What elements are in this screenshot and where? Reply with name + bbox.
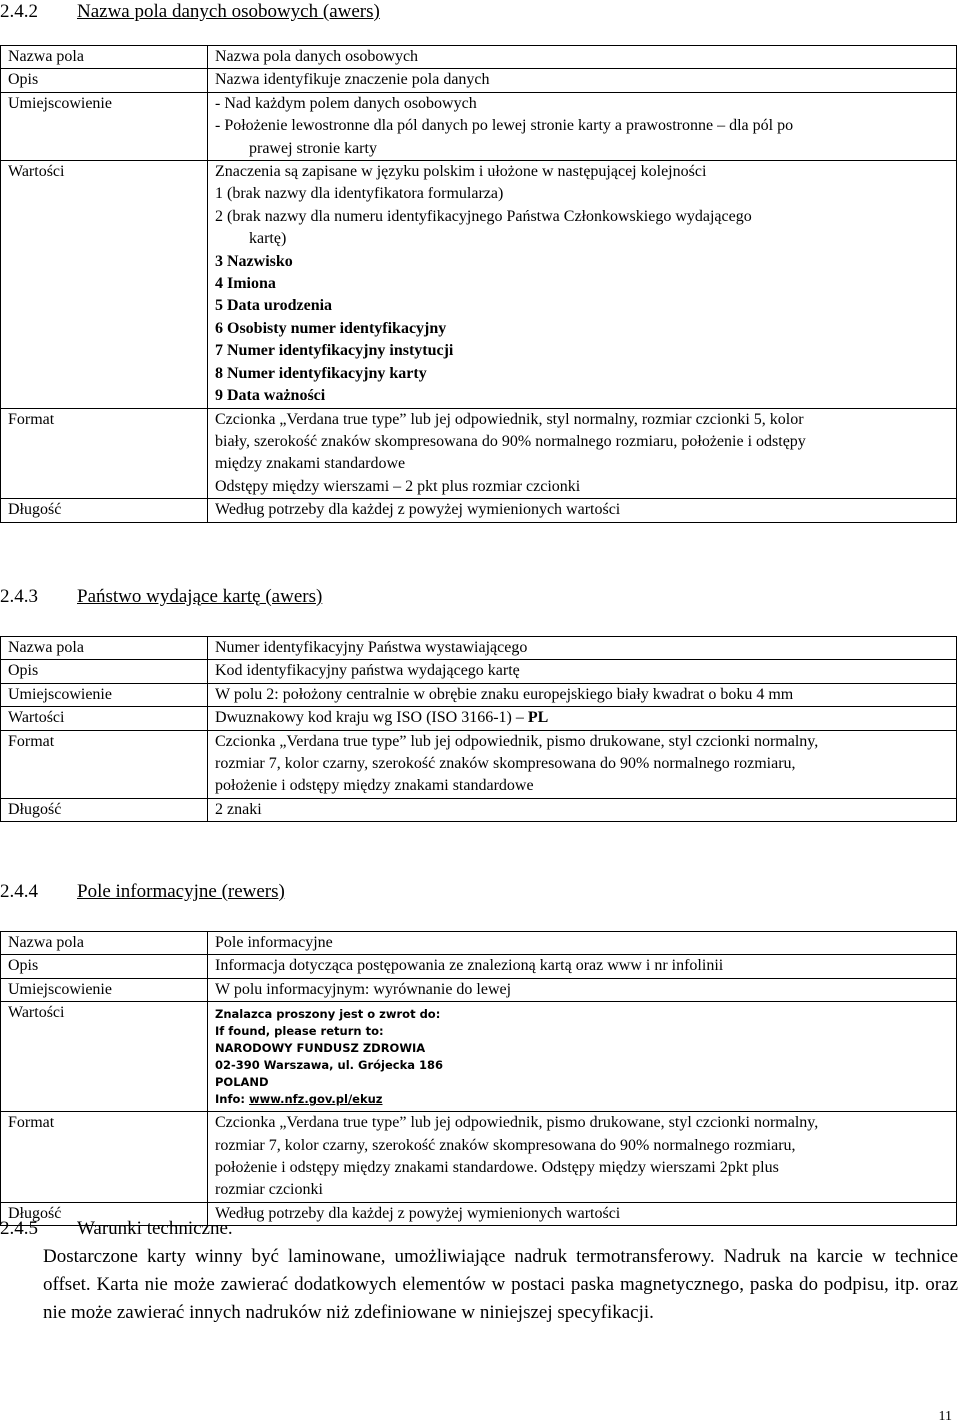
spec-table-info-field — [0, 931, 957, 1226]
row-label: Wartości — [1, 707, 208, 730]
table-row — [1, 46, 957, 69]
row-label: Długość — [1, 798, 208, 821]
section-number: 2.4.2 — [0, 1, 38, 22]
row-value — [208, 1112, 957, 1203]
row-value: Według potrzeby dla każdej z powyżej wymienionych wartości — [208, 499, 957, 522]
value-item: 1 (brak nazwy dla identyfikatora formularza) — [215, 185, 504, 203]
row-value: Nazwa identyfikuje znaczenie pola danych — [208, 69, 957, 92]
value-item: kartę) — [249, 230, 287, 248]
card-info-line: If found, please return to: — [215, 1024, 384, 1039]
value-line: Znaczenia są zapisane w języku polskim i ułożone w następującej kolejności — [215, 163, 707, 181]
table-row — [1, 798, 957, 821]
row-value: Pole informacyjne — [208, 932, 957, 955]
table-row — [1, 92, 957, 160]
value-item: 4 Imiona — [215, 275, 276, 293]
row-label: Wartości — [1, 1002, 208, 1112]
table-row — [1, 1112, 957, 1203]
row-value: W polu 2: położony centralnie w obrębie znaku europejskiego biały kwadrat o boku 4 mm — [208, 683, 957, 706]
table-row — [1, 408, 957, 499]
table-row — [1, 683, 957, 706]
card-info-line: NARODOWY FUNDUSZ ZDROWIA — [215, 1041, 426, 1056]
row-label: Umiejscowienie — [1, 978, 208, 1001]
row-label: Umiejscowienie — [1, 683, 208, 706]
card-info-line: 02-390 Warszawa, ul. Grójecka 186 — [215, 1058, 444, 1073]
value-line: - Położenie lewostronne dla pól danych po lewej stronie karty a prawostronne – dla pól po — [215, 117, 794, 135]
table-row — [1, 978, 957, 1001]
value-line: rozmiar 7, kolor czarny, szerokość znaków skompresowana do 90% normalnego rozmiaru, — [215, 1136, 796, 1154]
row-value: Informacja dotycząca postępowania ze znalezioną kartą oraz www i nr infolinii — [208, 955, 957, 978]
spec-table-issuing-state — [0, 636, 957, 822]
row-value — [208, 730, 957, 798]
row-label: Nazwa pola — [1, 637, 208, 660]
row-value: W polu informacyjnym: wyrównanie do lewej — [208, 978, 957, 1001]
row-label: Wartości — [1, 161, 208, 408]
value-item: 7 Numer identyfikacyjny instytucji — [215, 342, 454, 360]
row-label: Opis — [1, 660, 208, 683]
value-item: 3 Nazwisko — [215, 252, 293, 270]
card-info-line: Znalazca proszony jest o zwrot do: — [215, 1007, 441, 1022]
section-heading-2-4-2 — [0, 1, 380, 23]
page-number: 11 — [938, 1409, 952, 1424]
value-line: - Nad każdym polem danych osobowych — [215, 94, 477, 112]
row-value: Numer identyfikacyjny Państwa wystawiającego — [208, 637, 957, 660]
value-line: między znakami standardowe — [215, 455, 406, 473]
table-row — [1, 932, 957, 955]
section-heading-2-4-3 — [0, 586, 322, 608]
row-label: Umiejscowienie — [1, 92, 208, 160]
section-title: Warunki techniczne. — [77, 1218, 233, 1239]
info-link[interactable]: www.nfz.gov.pl/ekuz — [248, 1092, 383, 1107]
table-row — [1, 69, 957, 92]
spec-table-personal-data-name — [0, 45, 957, 523]
technical-conditions-paragraph: Dostarczone karty winny być laminowane, umożliwiające nadruk termotransferowy. Nadruk na karcie w technice offset. Karta nie może zawierać dodatkowych elementów w postaci paska magnetycznego, paska do podpisu, itp. oraz nie może zawierać innych nadruków niż zdefiniowane w niniejszej specyfikacji. — [43, 1246, 958, 1323]
row-value: Kod identyfikacyjny państwa wydającego kartę — [208, 660, 957, 683]
value-item: 6 Osobisty numer identyfikacyjny — [215, 319, 447, 337]
table-row — [1, 955, 957, 978]
table-row — [1, 1002, 957, 1112]
section-title: Nazwa pola danych osobowych (awers) — [77, 1, 380, 22]
section-number: 2.4.5 — [0, 1218, 38, 1239]
value-text: Dwuznakowy kod kraju wg ISO (ISO 3166-1) – — [215, 709, 528, 727]
row-label: Długość — [1, 499, 208, 522]
table-row — [1, 637, 957, 660]
value-line: Czcionka „Verdana true type” lub jej odpowiednik, pismo drukowane, styl czcionki normalny, — [215, 1114, 819, 1132]
row-value — [208, 1002, 957, 1112]
section-heading-2-4-5 — [0, 1218, 233, 1240]
card-info-line: POLAND — [215, 1075, 269, 1090]
value-line: rozmiar czcionki — [215, 1181, 323, 1199]
row-value — [208, 92, 957, 160]
value-line: biały, szerokość znaków skompresowana do 90% normalnego rozmiaru, położenie i odstępy — [215, 432, 806, 450]
value-line: Czcionka „Verdana true type” lub jej odpowiednik, styl normalny, rozmiar czcionki 5, kolor — [215, 410, 804, 428]
value-line: prawej stronie karty — [249, 139, 377, 157]
table-row — [1, 730, 957, 798]
row-value: Nazwa pola danych osobowych — [208, 46, 957, 69]
value-item: 8 Numer identyfikacyjny karty — [215, 364, 427, 382]
value-item: 9 Data ważności — [215, 387, 326, 405]
row-value — [208, 408, 957, 499]
row-value — [208, 707, 957, 730]
table-row — [1, 707, 957, 730]
value-item: 2 (brak nazwy dla numeru identyfikacyjnego Państwa Członkowskiego wydającego — [215, 207, 752, 225]
row-label: Długość — [1, 1202, 208, 1225]
country-code: PL — [527, 709, 549, 727]
section-title: Państwo wydające kartę (awers) — [77, 586, 323, 607]
table-row — [1, 660, 957, 683]
row-value: 2 znaki — [208, 798, 957, 821]
section-number: 2.4.3 — [0, 586, 38, 607]
card-info-line — [215, 1091, 952, 1108]
section-number: 2.4.4 — [0, 881, 38, 902]
value-line: Odstępy między wierszami – 2 pkt plus rozmiar czcionki — [215, 477, 581, 495]
row-label: Opis — [1, 955, 208, 978]
section-title: Pole informacyjne (rewers) — [77, 881, 285, 902]
row-label: Opis — [1, 69, 208, 92]
section-heading-2-4-4 — [0, 881, 285, 903]
row-label: Nazwa pola — [1, 932, 208, 955]
table-row — [1, 161, 957, 408]
value-line: położenie i odstępy między znakami standardowe — [215, 777, 534, 795]
row-label: Format — [1, 408, 208, 499]
table-row — [1, 499, 957, 522]
value-line: położenie i odstępy między znakami standardowe. Odstępy między wierszami 2pkt plus — [215, 1159, 779, 1177]
info-prefix: Info: — [215, 1092, 249, 1107]
row-value: Według potrzeby dla każdej z powyżej wymienionych wartości — [208, 1202, 957, 1225]
value-item: 5 Data urodzenia — [215, 297, 333, 315]
row-label: Nazwa pola — [1, 46, 208, 69]
row-label: Format — [1, 730, 208, 798]
value-line: Czcionka „Verdana true type” lub jej odpowiednik, pismo drukowane, styl czcionki normalny, — [215, 732, 819, 750]
value-line: rozmiar 7, kolor czarny, szerokość znaków skompresowana do 90% normalnego rozmiaru, — [215, 755, 796, 773]
row-value — [208, 161, 957, 408]
row-label: Format — [1, 1112, 208, 1203]
